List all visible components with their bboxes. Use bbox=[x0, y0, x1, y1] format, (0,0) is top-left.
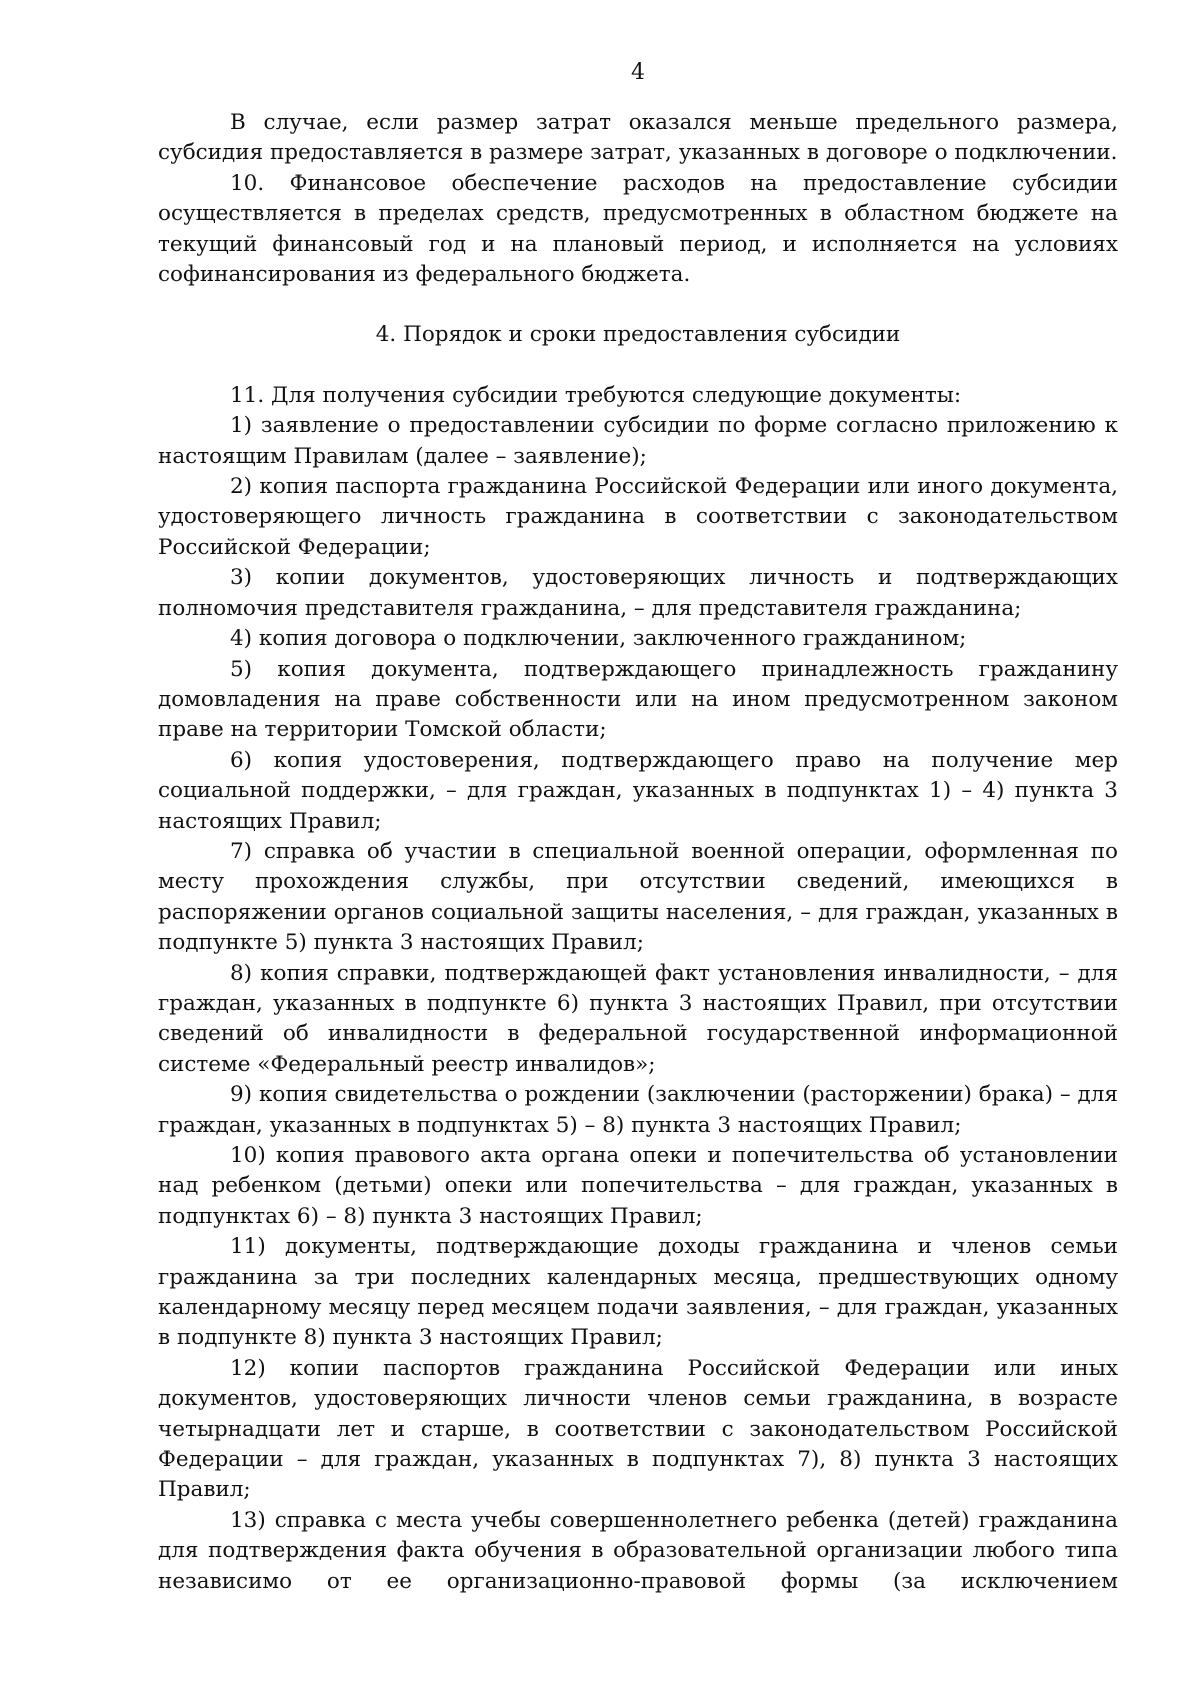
list-item-10: 10) копия правового акта органа опеки и попечительства об установлении над ребенком (детьми) опеки или попечительства – для граждан, указанных в подпунктах 6) – 8) пункта 3 настоящих Правил; bbox=[158, 1143, 1118, 1229]
paragraph-cost-limit: В случае, если размер затрат оказался меньше предельного размера, субсидия предоставляется в размере затрат, указанных в договоре о подключении. bbox=[158, 110, 1118, 166]
paragraph-10-financing: 10. Финансовое обеспечение расходов на предоставление субсидии осуществляется в пределах средств, предусмотренных в областном бюджете на текущий финансовый год и на плановый период, и исполняется на условиях софинансирования из федерального бюджета. bbox=[158, 170, 1118, 288]
list-item-2: 2) копия паспорта гражданина Российской Федерации или иного документа, удостоверяющего личность гражданина в соответствии с законодательством Российской Федерации; bbox=[158, 474, 1118, 560]
list-item-9: 9) копия свидетельства о рождении (заключении (расторжении) брака) – для граждан, указанных в подпунктах 5) – 8) пункта 3 настоящих Правил; bbox=[158, 1082, 1118, 1138]
list-item-4: 4) копия договора о подключении, заключенного гражданином; bbox=[230, 626, 967, 652]
list-item-1: 1) заявление о предоставлении субсидии по форме согласно приложению к настоящим Правилам (далее – заявление); bbox=[158, 413, 1118, 469]
section-title: 4. Порядок и сроки предоставления субсидии bbox=[375, 322, 901, 348]
paragraph-11-intro: 11. Для получения субсидии требуются следующие документы: bbox=[230, 382, 962, 408]
page-number: 4 bbox=[631, 60, 645, 85]
list-item-13: 13) справка с места учебы совершеннолетнего ребенка (детей) гражданина для подтверждения факта обучения в образовательной организации любого типа независимо от ее организационно-правовой формы (за исключением bbox=[158, 1507, 1118, 1594]
list-item-5: 5) копия документа, подтверждающего принадлежность гражданину домовладения на праве собственности или на ином предусмотренном законом праве на территории Томской области; bbox=[158, 656, 1118, 743]
list-item-8: 8) копия справки, подтверждающей факт установления инвалидности, – для граждан, указанных в подпункте 6) пункта 3 настоящих Правил, при отсутствии сведений об инвалидности в федеральной государственной информационной системе «Федеральный реестр инвалидов»; bbox=[158, 960, 1118, 1077]
list-item-3: 3) копии документов, удостоверяющих личность и подтверждающих полномочия представителя гражданина, – для представителя гражданина; bbox=[158, 565, 1118, 621]
list-item-12: 12) копии паспортов гражданина Российской Федерации или иных документов, удостоверяющих личности членов семьи гражданина, в возрасте четырнадцати лет и старше, в соответствии с законодательством Российской Федерации – для граждан, указанных в подпунктах 7), 8) пункта 3 настоящих Правил; bbox=[158, 1355, 1118, 1503]
list-item-6: 6) копия удостоверения, подтверждающего право на получение мер социальной поддержки, – для граждан, указанных в подпунктах 1) – 4) пункта 3 настоящих Правил; bbox=[158, 747, 1118, 834]
document-page bbox=[158, 58, 1118, 1597]
list-item-11: 11) документы, подтверждающие доходы гражданина и членов семьи гражданина за три последних календарных месяца, предшествующих одному календарному месяцу перед месяцем подачи заявления, – для граждан, указанных в подпункте 8) пункта 3 настоящих Правил; bbox=[158, 1234, 1118, 1351]
list-item-7: 7) справка об участии в специальной военной операции, оформленная по месту прохождения службы, при отсутствии сведений, имеющихся в распоряжении органов социальной защиты населения, – для граждан, указанных в подпункте 5) пункта 3 настоящих Правил; bbox=[158, 838, 1118, 956]
